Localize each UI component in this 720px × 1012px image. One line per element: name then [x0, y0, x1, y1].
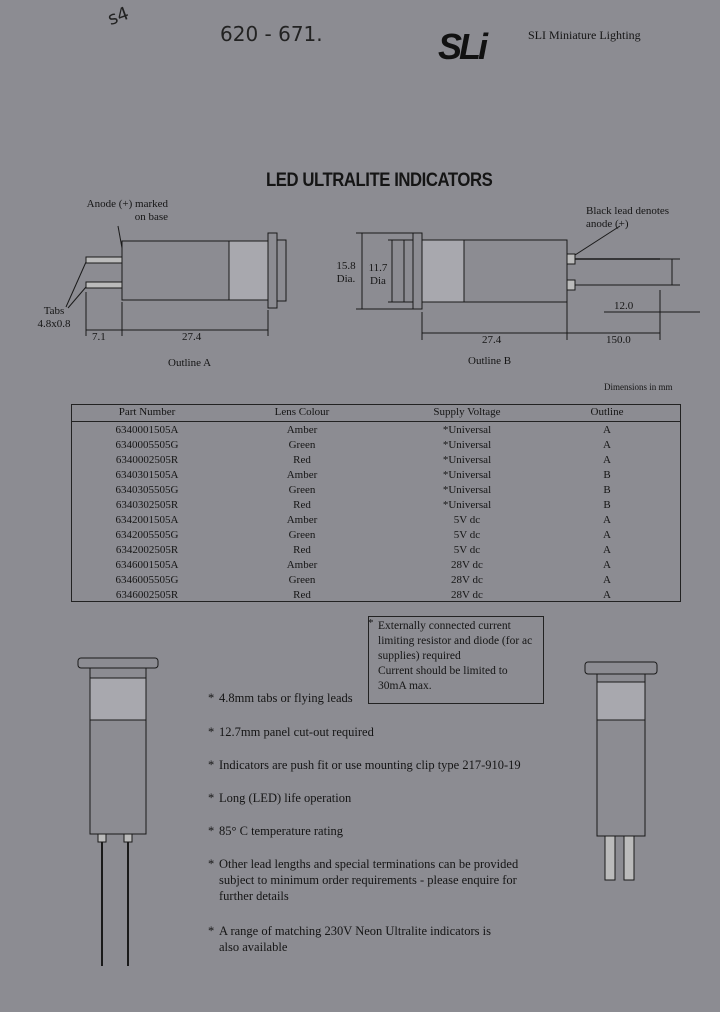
- handwritten-part-range: 620 - 671.: [220, 22, 323, 46]
- supply-voltage-cell: 5V dc: [453, 529, 481, 541]
- table-row: [72, 528, 680, 543]
- lens-colour-cell: Amber: [286, 424, 318, 436]
- part-table: [71, 404, 681, 602]
- note-line: supplies) required: [378, 650, 461, 662]
- outline-a-bezel: [277, 240, 286, 301]
- part-number-cell: 6342005505G: [115, 529, 179, 541]
- outline-cell: A: [603, 454, 611, 466]
- right-indicator-lens: [597, 682, 645, 720]
- dim-b-27-4: 27.4: [482, 334, 502, 346]
- table-row: [72, 498, 680, 513]
- note-box: [368, 616, 544, 704]
- part-number-cell: 6340305505G: [115, 484, 179, 496]
- supply-voltage-cell: 28V dc: [451, 589, 483, 601]
- anode-leader-line: [118, 226, 122, 248]
- right-indicator-body: [597, 720, 645, 836]
- lens-colour-cell: Green: [288, 529, 316, 541]
- handwritten-mark: s4: [105, 3, 132, 30]
- part-number-cell: 6346005505G: [115, 574, 179, 586]
- outline-cell: B: [603, 499, 611, 511]
- lens-colour-cell: Green: [288, 574, 316, 586]
- brand-name: SLI Miniature Lighting: [528, 28, 641, 42]
- dim-a-7-1: 7.1: [92, 331, 106, 343]
- outline-cell: B: [603, 469, 611, 481]
- table-row: [72, 453, 680, 468]
- lens-colour-cell: Green: [288, 439, 316, 451]
- part-number-cell: 6340005505G: [115, 439, 179, 451]
- lead-note: Black lead denotes anode (+): [586, 205, 670, 230]
- supply-voltage-cell: *Universal: [442, 499, 492, 511]
- outline-a-tab-lower: [86, 282, 122, 288]
- outline-cell: A: [603, 424, 611, 436]
- left-indicator-bezel: [78, 658, 158, 668]
- supply-voltage-cell: 28V dc: [451, 559, 483, 571]
- outline-b-bezel: [404, 240, 413, 302]
- outline-a-lens: [229, 241, 268, 300]
- part-number-cell: 6342002505R: [115, 544, 179, 556]
- note-line: 30mA max.: [378, 680, 432, 692]
- table-header: [72, 405, 680, 422]
- note-star: *: [368, 617, 374, 629]
- part-number-cell: 6340001505A: [115, 424, 179, 436]
- table-row: [72, 513, 680, 528]
- right-indicator-bezel: [585, 662, 657, 674]
- supply-voltage-cell: *Universal: [442, 484, 492, 496]
- tabs-leader-line-1: [66, 262, 86, 307]
- header-supply-voltage: Supply Voltage: [433, 406, 501, 418]
- supply-voltage-cell: 28V dc: [451, 574, 483, 586]
- table-row: [72, 543, 680, 558]
- outline-b-lens: [422, 240, 464, 302]
- left-indicator-lens: [90, 678, 146, 720]
- part-number-cell: 6340301505A: [115, 469, 179, 481]
- note-line: Current should be limited to: [378, 665, 508, 677]
- dim-b-11-7: 11.7 Dia: [368, 262, 388, 287]
- table-row: [72, 573, 680, 588]
- lens-colour-cell: Red: [293, 499, 311, 511]
- lens-colour-cell: Amber: [286, 559, 318, 571]
- part-number-cell: 6346001505A: [115, 559, 179, 571]
- table-row: [72, 423, 680, 438]
- table-row: [72, 438, 680, 453]
- supply-voltage-cell: *Universal: [442, 424, 492, 436]
- outline-b-caption: Outline B: [468, 355, 512, 367]
- left-indicator-body: [90, 720, 146, 834]
- part-number-cell: 6342001505A: [115, 514, 179, 526]
- outline-cell: A: [603, 514, 611, 526]
- outline-a-caption: Outline A: [168, 357, 212, 369]
- supply-voltage-cell: *Universal: [442, 469, 492, 481]
- table-row: [72, 468, 680, 483]
- outline-b-flange: [413, 233, 422, 309]
- supply-voltage-cell: 5V dc: [453, 544, 481, 556]
- dim-b-15-8: 15.8 Dia.: [336, 260, 356, 285]
- dim-b-12-0: 12.0: [614, 300, 634, 312]
- supply-voltage-cell: *Universal: [442, 454, 492, 466]
- header-part-number: Part Number: [118, 406, 176, 418]
- page-title: LED ULTRALITE INDICATORS: [266, 170, 493, 191]
- outline-cell: A: [603, 544, 611, 556]
- outline-a-tab-upper: [86, 257, 122, 263]
- supply-voltage-cell: *Universal: [442, 439, 492, 451]
- lens-colour-cell: Red: [293, 454, 311, 466]
- anode-note: Anode (+) marked on base: [86, 198, 168, 223]
- outline-cell: A: [603, 439, 611, 451]
- outline-cell: A: [603, 529, 611, 541]
- lens-colour-cell: Green: [288, 484, 316, 496]
- dim-a-27-4: 27.4: [182, 331, 202, 343]
- outline-cell: A: [603, 559, 611, 571]
- outline-a-body: [122, 241, 229, 300]
- right-indicator-tab-1: [605, 836, 615, 880]
- outline-cell: B: [603, 484, 611, 496]
- outline-cell: A: [603, 589, 611, 601]
- table-row: [72, 588, 680, 603]
- lens-colour-cell: Amber: [286, 514, 318, 526]
- sli-logo: SLi: [438, 26, 486, 67]
- header-lens-colour: Lens Colour: [274, 406, 330, 418]
- supply-voltage-cell: 5V dc: [453, 514, 481, 526]
- part-number-cell: 6340302505R: [115, 499, 179, 511]
- tabs-note: Tabs 4.8x0.8: [37, 305, 71, 330]
- lens-colour-cell: Red: [293, 544, 311, 556]
- note-line: Externally connected current: [378, 620, 511, 632]
- table-row: [72, 558, 680, 573]
- right-indicator-tab-2: [624, 836, 634, 880]
- header-outline: Outline: [590, 406, 624, 418]
- outline-cell: A: [603, 574, 611, 586]
- table-row: [72, 483, 680, 498]
- lens-colour-cell: Amber: [286, 469, 318, 481]
- part-number-cell: 6340002505R: [115, 454, 179, 466]
- outline-a-flange: [268, 233, 277, 308]
- lens-colour-cell: Red: [293, 589, 311, 601]
- part-number-cell: 6346002505R: [115, 589, 179, 601]
- dim-b-150: 150.0: [606, 334, 631, 346]
- note-line: limiting resistor and diode (for ac: [378, 635, 533, 647]
- dimensions-note: Dimensions in mm: [604, 382, 673, 392]
